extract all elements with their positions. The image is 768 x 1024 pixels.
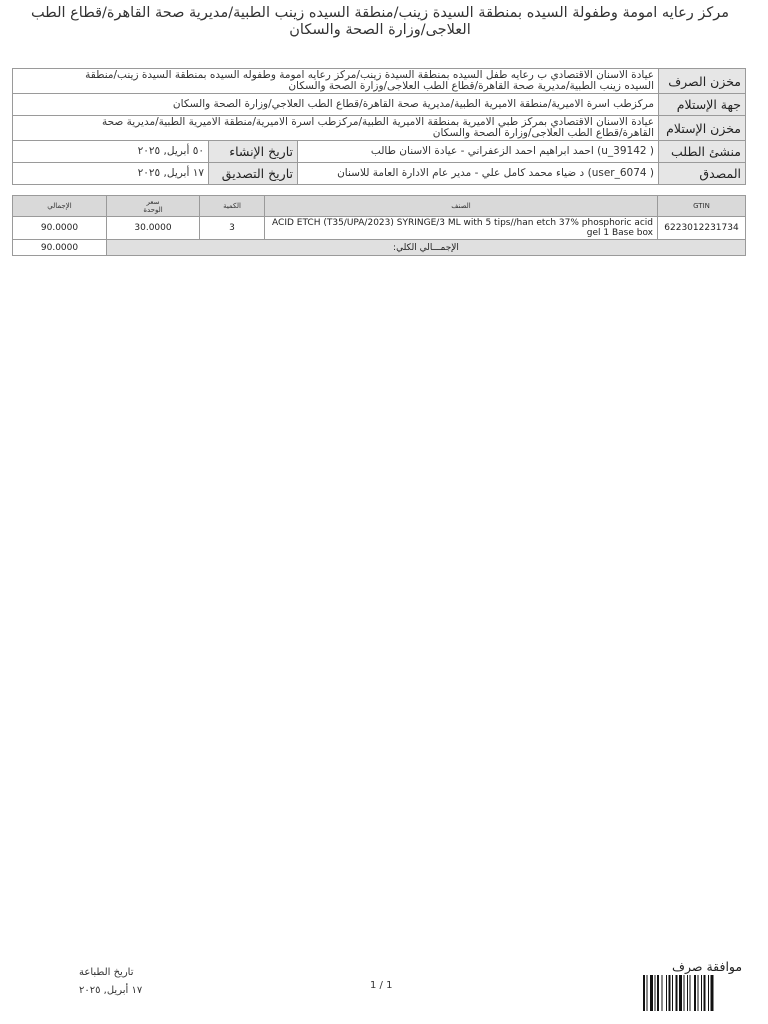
header-total: الإجمالي [13, 196, 107, 217]
approver-value: ( user_6074) د ضياء محمد كامل علي - مدير عام الادارة العامة للاسنان [298, 163, 659, 185]
info-table [12, 68, 746, 185]
header-unit-price-line-2: الوحدة [143, 206, 163, 214]
approval-date-value: ١٧ أبريل, ٢٠٢٥ [13, 163, 209, 185]
row-unit-price: 30.0000 [107, 217, 200, 240]
receiving-store-value [13, 116, 659, 141]
document-title [30, 5, 730, 39]
grand-total-value: 90.0000 [13, 240, 107, 256]
row-qty: 3 [200, 217, 265, 240]
items-header-row [13, 196, 746, 217]
created-date-label: تاريخ الإنشاء [209, 141, 298, 163]
created-date-value: ٥٠ أبريل, ٢٠٢٥ [13, 141, 209, 163]
receiving-store-line-2: القاهرة/قطاع الطب العلاجى/وزارة الصحة والسكان [432, 127, 654, 139]
header-gtin: GTIN [658, 196, 746, 217]
barcode [643, 975, 747, 1011]
row-item-line-1: ACID ETCH (T35/UPA/2023) SYRINGE/3 ML with 5 tips//han etch 37% phosphoric acid [272, 218, 653, 228]
requester-label: منشئ الطلب [659, 141, 746, 163]
row-gtin: 6223012231734 [658, 217, 746, 240]
table-row [13, 217, 746, 240]
receiving-store-label: مخزن الإستلام [659, 116, 746, 141]
receiving-party-value: مركزطب اسرة الاميرية/منطقة الاميرية الطبية/مديرية صحة القاهرة/قطاع الطب العلاجي/وزارة الصحة والسكان [13, 94, 659, 116]
row-item-line-2: gel 1 Base box [586, 228, 653, 238]
row-item [265, 217, 658, 240]
source-store-line-2: السيده زينب الطبية/مديرية صحة القاهرة/قطاع الطب العلاجى/وزارة الصحة والسكان [288, 80, 654, 92]
receiving-party-label: جهة الإستلام [659, 94, 746, 116]
print-date-label: تاريخ الطباعة [79, 967, 134, 978]
source-store-value [13, 69, 659, 94]
row-total: 90.0000 [13, 217, 107, 240]
source-store-line-1: عيادة الاسنان الاقتصادي ب رعايه طفل السيده بمنطقة السيدة زينب/مركز رعايه امومة وطفوله السيده بمنطقة السيدة زينب/منطقة [85, 69, 654, 81]
items-table [12, 195, 746, 256]
approval-date-label: تاريخ التصديق [209, 163, 298, 185]
receiving-store-line-1: عيادة الاسنان الاقتصادي بمركز طبي الاميرية بمنطقة الاميرية الطبية/مركزطب اسرة الاميرية/منطقة الاميرية الطبية/مديرية صحة [102, 116, 654, 128]
title-line-2: العلاجى/وزارة الصحة والسكان [289, 22, 471, 38]
info-row-receiving-store [13, 116, 746, 141]
grand-total-row [13, 240, 746, 256]
approver-label: المصدق [659, 163, 746, 185]
info-row-approver [13, 163, 746, 185]
info-row-receiving-party [13, 94, 746, 116]
info-row-source-store [13, 69, 746, 94]
print-date-value: ١٧ أبريل, ٢٠٢٥ [79, 985, 143, 996]
header-unit-price-line-1: سعر [146, 198, 160, 206]
approval-label: موافقة صرف [672, 959, 743, 974]
grand-total-label: الإجمـــالي الكلي: [107, 240, 746, 256]
header-item: الصنف [265, 196, 658, 217]
info-row-requester [13, 141, 746, 163]
header-qty: الكمية [200, 196, 265, 217]
requester-value: ( u_39142) احمد ابراهيم احمد الزعفراني - عيادة الاسنان طالب [298, 141, 659, 163]
source-store-label: مخزن الصرف [659, 69, 746, 94]
title-line-1: مركز رعايه امومة وطفولة السيده بمنطقة السيدة زينب/منطقة السيده زينب الطبية/مديرية صحة القاهرة/قطاع الطب [30, 5, 730, 21]
page-number: 1 / 1 [370, 980, 393, 991]
header-unit-price [107, 196, 200, 217]
